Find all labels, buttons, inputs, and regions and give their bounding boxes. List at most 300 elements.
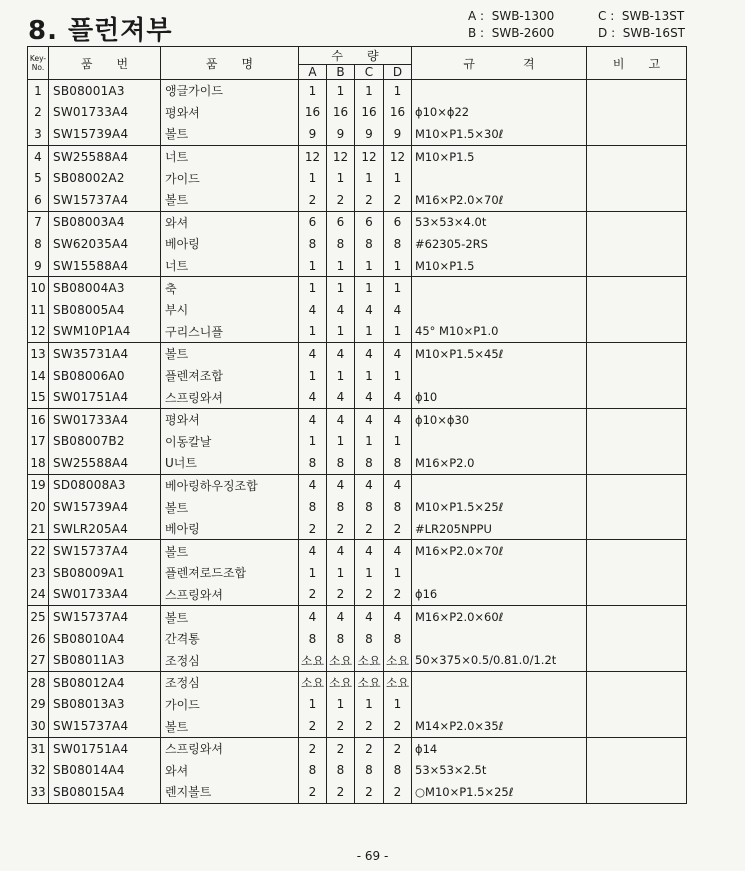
qty-d-cell: 1 [384, 431, 412, 453]
qty-b-cell: 1 [327, 562, 355, 584]
qty-a-cell: 1 [299, 365, 327, 387]
qty-b-cell: 소요 [327, 672, 355, 694]
qty-c-cell: 4 [355, 386, 384, 408]
qty-c-cell: 소요 [355, 649, 384, 671]
spec-cell: #62305-2RS [412, 233, 587, 255]
part-no-cell: SW15737A4 [49, 189, 161, 211]
qty-d-cell: 2 [384, 781, 412, 803]
qty-a-cell: 8 [299, 496, 327, 518]
table-header-row [28, 47, 687, 65]
part-no-cell: SW25588A4 [49, 145, 161, 167]
header-quantity: 수 량 [299, 47, 412, 65]
model-a: A : SWB-1300 [468, 9, 555, 23]
remarks-cell [587, 408, 687, 430]
part-no-cell: SB08014A4 [49, 759, 161, 781]
table-row [28, 167, 687, 189]
part-no-cell: SB08010A4 [49, 628, 161, 650]
spec-cell: M16×P2.0×70ℓ [412, 189, 587, 211]
key-cell: 29 [28, 694, 49, 716]
qty-d-cell: 1 [384, 562, 412, 584]
qty-a-cell: 2 [299, 189, 327, 211]
qty-b-cell: 4 [327, 408, 355, 430]
qty-c-cell: 1 [355, 365, 384, 387]
spec-cell [412, 299, 587, 321]
remarks-cell [587, 452, 687, 474]
part-name-cell: 조정심 [161, 649, 299, 671]
table-row [28, 496, 687, 518]
table-row [28, 540, 687, 562]
table-row [28, 321, 687, 343]
qty-d-cell: 8 [384, 759, 412, 781]
qty-d-cell: 1 [384, 80, 412, 102]
part-name-cell: 볼트 [161, 123, 299, 145]
qty-a-cell: 1 [299, 277, 327, 299]
remarks-cell [587, 715, 687, 737]
qty-a-cell: 2 [299, 584, 327, 606]
part-name-cell: 플렌져로드조합 [161, 562, 299, 584]
part-name-cell: 구리스니플 [161, 321, 299, 343]
qty-b-cell: 8 [327, 452, 355, 474]
part-no-cell: SW01751A4 [49, 737, 161, 759]
qty-d-cell: 2 [384, 518, 412, 540]
remarks-cell [587, 343, 687, 365]
part-no-cell: SW01733A4 [49, 102, 161, 124]
table-row [28, 474, 687, 496]
qty-c-cell: 4 [355, 408, 384, 430]
spec-cell: M10×P1.5×25ℓ [412, 496, 587, 518]
remarks-cell [587, 299, 687, 321]
part-name-cell: 부시 [161, 299, 299, 321]
key-cell: 21 [28, 518, 49, 540]
key-cell: 17 [28, 431, 49, 453]
model-d: D : SWB-16ST [598, 26, 686, 40]
part-name-cell: 평와셔 [161, 408, 299, 430]
qty-a-cell: 1 [299, 431, 327, 453]
header-part-name: 품 명 [161, 47, 299, 80]
header-qty-c: C [355, 65, 384, 80]
part-no-cell: SB08002A2 [49, 167, 161, 189]
qty-c-cell: 4 [355, 343, 384, 365]
table-row [28, 343, 687, 365]
spec-cell: M16×P2.0×70ℓ [412, 540, 587, 562]
remarks-cell [587, 431, 687, 453]
spec-cell: M10×P1.5 [412, 145, 587, 167]
table-row [28, 80, 687, 102]
qty-b-cell: 1 [327, 255, 355, 277]
qty-b-cell: 2 [327, 781, 355, 803]
qty-a-cell: 2 [299, 737, 327, 759]
table-row [28, 737, 687, 759]
qty-d-cell: 6 [384, 211, 412, 233]
part-name-cell: 볼트 [161, 606, 299, 628]
remarks-cell [587, 606, 687, 628]
remarks-cell [587, 189, 687, 211]
qty-c-cell: 소요 [355, 672, 384, 694]
part-no-cell: SB08001A3 [49, 80, 161, 102]
qty-c-cell: 8 [355, 759, 384, 781]
part-name-cell: 스프링와셔 [161, 386, 299, 408]
qty-d-cell: 1 [384, 365, 412, 387]
remarks-cell [587, 321, 687, 343]
table-row [28, 365, 687, 387]
header-qty-b: B [327, 65, 355, 80]
qty-b-cell: 소요 [327, 649, 355, 671]
table-row [28, 584, 687, 606]
qty-b-cell: 8 [327, 759, 355, 781]
qty-a-cell: 1 [299, 80, 327, 102]
key-cell: 5 [28, 167, 49, 189]
spec-cell [412, 694, 587, 716]
key-cell: 15 [28, 386, 49, 408]
table-row [28, 211, 687, 233]
part-no-cell: SW62035A4 [49, 233, 161, 255]
qty-d-cell: 16 [384, 102, 412, 124]
spec-cell [412, 431, 587, 453]
qty-b-cell: 1 [327, 277, 355, 299]
key-cell: 11 [28, 299, 49, 321]
key-cell: 7 [28, 211, 49, 233]
part-no-cell: SB08013A3 [49, 694, 161, 716]
qty-a-cell: 4 [299, 299, 327, 321]
spec-cell: M16×P2.0×60ℓ [412, 606, 587, 628]
qty-c-cell: 4 [355, 606, 384, 628]
qty-a-cell: 1 [299, 694, 327, 716]
table-row [28, 299, 687, 321]
qty-a-cell: 2 [299, 715, 327, 737]
key-cell: 8 [28, 233, 49, 255]
part-name-cell: 가이드 [161, 167, 299, 189]
key-cell: 1 [28, 80, 49, 102]
qty-d-cell: 2 [384, 584, 412, 606]
qty-d-cell: 8 [384, 628, 412, 650]
table-row [28, 102, 687, 124]
key-cell: 16 [28, 408, 49, 430]
spec-cell: 45° M10×P1.0 [412, 321, 587, 343]
qty-a-cell: 8 [299, 628, 327, 650]
table-row [28, 123, 687, 145]
qty-d-cell: 1 [384, 321, 412, 343]
qty-c-cell: 1 [355, 167, 384, 189]
qty-a-cell: 2 [299, 518, 327, 540]
part-name-cell: 축 [161, 277, 299, 299]
part-name-cell: 볼트 [161, 496, 299, 518]
spec-cell: M14×P2.0×35ℓ [412, 715, 587, 737]
part-no-cell: SW01733A4 [49, 408, 161, 430]
part-name-cell: 와셔 [161, 759, 299, 781]
remarks-cell [587, 584, 687, 606]
qty-c-cell: 2 [355, 518, 384, 540]
qty-a-cell: 8 [299, 759, 327, 781]
part-no-cell: SW15737A4 [49, 715, 161, 737]
qty-b-cell: 4 [327, 343, 355, 365]
qty-b-cell: 1 [327, 431, 355, 453]
qty-b-cell: 1 [327, 167, 355, 189]
qty-a-cell: 1 [299, 255, 327, 277]
qty-c-cell: 6 [355, 211, 384, 233]
qty-b-cell: 12 [327, 145, 355, 167]
key-cell: 13 [28, 343, 49, 365]
part-no-cell: SD08008A3 [49, 474, 161, 496]
table-row [28, 452, 687, 474]
table-row [28, 255, 687, 277]
remarks-cell [587, 628, 687, 650]
qty-b-cell: 2 [327, 737, 355, 759]
qty-c-cell: 4 [355, 474, 384, 496]
remarks-cell [587, 123, 687, 145]
qty-b-cell: 1 [327, 321, 355, 343]
remarks-cell [587, 102, 687, 124]
qty-d-cell: 1 [384, 167, 412, 189]
qty-c-cell: 1 [355, 321, 384, 343]
table-row [28, 386, 687, 408]
key-cell: 4 [28, 145, 49, 167]
qty-c-cell: 2 [355, 584, 384, 606]
key-cell: 18 [28, 452, 49, 474]
key-cell: 2 [28, 102, 49, 124]
key-cell: 3 [28, 123, 49, 145]
part-no-cell: SW15737A4 [49, 606, 161, 628]
part-name-cell: 너트 [161, 255, 299, 277]
part-name-cell: 앵글가이드 [161, 80, 299, 102]
remarks-cell [587, 759, 687, 781]
table-row [28, 759, 687, 781]
qty-c-cell: 2 [355, 737, 384, 759]
key-cell: 26 [28, 628, 49, 650]
part-no-cell: SB08005A4 [49, 299, 161, 321]
part-name-cell: 조정심 [161, 672, 299, 694]
spec-cell: 53×53×2.5t [412, 759, 587, 781]
page-number: - 69 - [356, 849, 389, 863]
table-row [28, 562, 687, 584]
qty-a-cell: 4 [299, 474, 327, 496]
key-cell: 6 [28, 189, 49, 211]
spec-cell [412, 474, 587, 496]
part-name-cell: 볼트 [161, 343, 299, 365]
table-row [28, 606, 687, 628]
remarks-cell [587, 694, 687, 716]
qty-a-cell: 6 [299, 211, 327, 233]
qty-b-cell: 9 [327, 123, 355, 145]
part-name-cell: 가이드 [161, 694, 299, 716]
header-spec: 규 격 [412, 47, 587, 80]
qty-a-cell: 4 [299, 343, 327, 365]
qty-c-cell: 1 [355, 562, 384, 584]
part-no-cell: SW25588A4 [49, 452, 161, 474]
model-b: B : SWB-2600 [468, 26, 555, 40]
qty-d-cell: 4 [384, 343, 412, 365]
spec-cell: ϕ10×ϕ30 [412, 408, 587, 430]
qty-b-cell: 2 [327, 715, 355, 737]
remarks-cell [587, 386, 687, 408]
remarks-cell [587, 145, 687, 167]
remarks-cell [587, 167, 687, 189]
table-row [28, 628, 687, 650]
spec-cell: M10×P1.5 [412, 255, 587, 277]
table-row [28, 145, 687, 167]
qty-d-cell: 12 [384, 145, 412, 167]
header-key-no: Key- No. [28, 47, 49, 80]
qty-a-cell: 8 [299, 452, 327, 474]
qty-d-cell: 4 [384, 408, 412, 430]
qty-a-cell: 소요 [299, 672, 327, 694]
table-row [28, 781, 687, 803]
part-name-cell: 스프링와셔 [161, 584, 299, 606]
table-row [28, 715, 687, 737]
qty-b-cell: 16 [327, 102, 355, 124]
spec-cell: #LR205NPPU [412, 518, 587, 540]
parts-table [27, 46, 687, 804]
qty-d-cell: 1 [384, 694, 412, 716]
table-row [28, 518, 687, 540]
part-no-cell: SB08007B2 [49, 431, 161, 453]
part-name-cell: 이동칼날 [161, 431, 299, 453]
spec-cell: 50×375×0.5/0.81.0/1.2t [412, 649, 587, 671]
table-row [28, 431, 687, 453]
qty-c-cell: 8 [355, 628, 384, 650]
qty-d-cell: 1 [384, 255, 412, 277]
qty-d-cell: 4 [384, 299, 412, 321]
remarks-cell [587, 474, 687, 496]
qty-a-cell: 1 [299, 167, 327, 189]
table-row [28, 408, 687, 430]
key-cell: 20 [28, 496, 49, 518]
key-cell: 22 [28, 540, 49, 562]
part-name-cell: 와셔 [161, 211, 299, 233]
part-no-cell: SWLR205A4 [49, 518, 161, 540]
qty-c-cell: 8 [355, 496, 384, 518]
qty-d-cell: 소요 [384, 649, 412, 671]
qty-c-cell: 2 [355, 715, 384, 737]
qty-c-cell: 16 [355, 102, 384, 124]
spec-cell: ϕ14 [412, 737, 587, 759]
spec-cell [412, 365, 587, 387]
qty-b-cell: 2 [327, 518, 355, 540]
part-name-cell: 렌지볼트 [161, 781, 299, 803]
part-no-cell: SW15588A4 [49, 255, 161, 277]
qty-a-cell: 8 [299, 233, 327, 255]
qty-b-cell: 8 [327, 628, 355, 650]
remarks-cell [587, 672, 687, 694]
part-no-cell: SB08015A4 [49, 781, 161, 803]
key-cell: 23 [28, 562, 49, 584]
qty-d-cell: 2 [384, 189, 412, 211]
spec-cell: M10×P1.5×45ℓ [412, 343, 587, 365]
part-no-cell: SW35731A4 [49, 343, 161, 365]
qty-b-cell: 8 [327, 496, 355, 518]
qty-c-cell: 12 [355, 145, 384, 167]
spec-cell: ϕ10×ϕ22 [412, 102, 587, 124]
header-qty-d: D [384, 65, 412, 80]
qty-d-cell: 8 [384, 496, 412, 518]
part-name-cell: 간격통 [161, 628, 299, 650]
qty-a-cell: 1 [299, 562, 327, 584]
table-row [28, 189, 687, 211]
spec-cell [412, 672, 587, 694]
qty-d-cell: 4 [384, 540, 412, 562]
remarks-cell [587, 233, 687, 255]
spec-cell: M10×P1.5×30ℓ [412, 123, 587, 145]
part-no-cell: SB08009A1 [49, 562, 161, 584]
part-name-cell: 베아링하우징조합 [161, 474, 299, 496]
table-row [28, 672, 687, 694]
key-cell: 10 [28, 277, 49, 299]
remarks-cell [587, 277, 687, 299]
qty-c-cell: 1 [355, 255, 384, 277]
qty-c-cell: 2 [355, 781, 384, 803]
part-name-cell: 너트 [161, 145, 299, 167]
qty-c-cell: 4 [355, 540, 384, 562]
qty-d-cell: 2 [384, 715, 412, 737]
key-cell: 24 [28, 584, 49, 606]
qty-b-cell: 6 [327, 211, 355, 233]
remarks-cell [587, 649, 687, 671]
header-remarks: 비 고 [587, 47, 687, 80]
remarks-cell [587, 255, 687, 277]
part-name-cell: 볼트 [161, 540, 299, 562]
key-cell: 25 [28, 606, 49, 628]
qty-a-cell: 4 [299, 540, 327, 562]
spec-cell: 53×53×4.0t [412, 211, 587, 233]
table-row [28, 649, 687, 671]
part-name-cell: 스프링와셔 [161, 737, 299, 759]
qty-c-cell: 1 [355, 277, 384, 299]
qty-d-cell: 1 [384, 277, 412, 299]
page-title: 8. 플런져부 [28, 16, 173, 46]
spec-cell [412, 167, 587, 189]
part-name-cell: 평와셔 [161, 102, 299, 124]
qty-a-cell: 4 [299, 606, 327, 628]
remarks-cell [587, 737, 687, 759]
remarks-cell [587, 365, 687, 387]
qty-a-cell: 12 [299, 145, 327, 167]
qty-b-cell: 4 [327, 386, 355, 408]
remarks-cell [587, 211, 687, 233]
part-no-cell: SB08004A3 [49, 277, 161, 299]
part-name-cell: U너트 [161, 452, 299, 474]
qty-c-cell: 8 [355, 452, 384, 474]
table-row [28, 233, 687, 255]
header-qty-a: A [299, 65, 327, 80]
part-no-cell: SB08006A0 [49, 365, 161, 387]
qty-b-cell: 4 [327, 299, 355, 321]
qty-c-cell: 4 [355, 299, 384, 321]
qty-b-cell: 1 [327, 365, 355, 387]
remarks-cell [587, 562, 687, 584]
qty-c-cell: 9 [355, 123, 384, 145]
qty-b-cell: 2 [327, 584, 355, 606]
qty-c-cell: 1 [355, 80, 384, 102]
qty-c-cell: 2 [355, 189, 384, 211]
part-no-cell: SW15737A4 [49, 540, 161, 562]
qty-b-cell: 4 [327, 474, 355, 496]
part-no-cell: SB08012A4 [49, 672, 161, 694]
part-no-cell: SWM10P1A4 [49, 321, 161, 343]
key-cell: 32 [28, 759, 49, 781]
qty-c-cell: 1 [355, 694, 384, 716]
remarks-cell [587, 781, 687, 803]
qty-d-cell: 소요 [384, 672, 412, 694]
qty-b-cell: 1 [327, 694, 355, 716]
qty-b-cell: 8 [327, 233, 355, 255]
remarks-cell [587, 496, 687, 518]
part-name-cell: 베아링 [161, 233, 299, 255]
spec-cell: ϕ10 [412, 386, 587, 408]
key-cell: 33 [28, 781, 49, 803]
qty-a-cell: 1 [299, 321, 327, 343]
part-name-cell: 베아링 [161, 518, 299, 540]
key-cell: 31 [28, 737, 49, 759]
spec-cell: ϕ16 [412, 584, 587, 606]
